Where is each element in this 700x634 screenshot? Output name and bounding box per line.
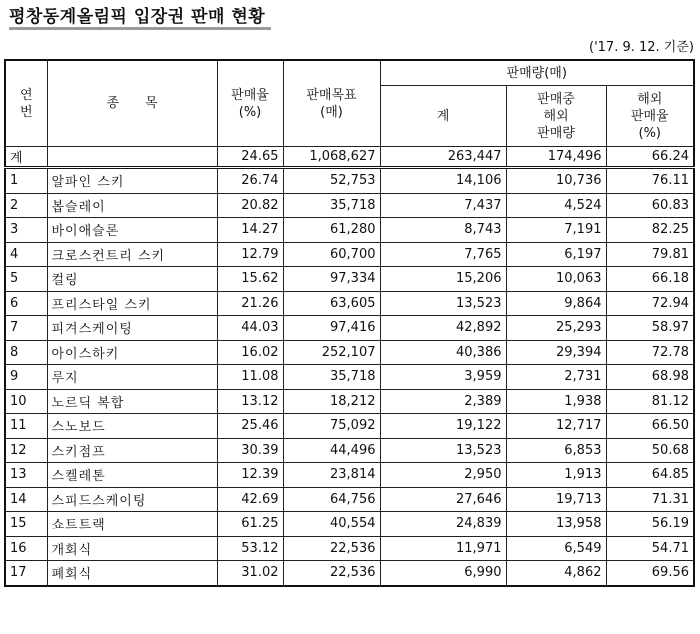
- row-foreign-rate: 72.94: [606, 291, 694, 316]
- row-event-name: 스노보드: [47, 414, 217, 439]
- row-event-name: 컬링: [47, 267, 217, 292]
- basis-date-note: ('17. 9. 12. 기준): [589, 40, 694, 55]
- row-event-name: 크로스컨트리 스키: [47, 242, 217, 267]
- row-index: 15: [5, 512, 47, 537]
- row-event-name: 개회식: [47, 536, 217, 561]
- row-sales-rate: 12.79: [217, 242, 283, 267]
- row-sold-total: 2,389: [380, 389, 506, 414]
- row-index: 2: [5, 193, 47, 218]
- row-event-name: 프리스타일 스키: [47, 291, 217, 316]
- row-sales-rate: 21.26: [217, 291, 283, 316]
- table-row: [5, 536, 694, 561]
- row-event-name: 스키점프: [47, 438, 217, 463]
- total-row: [5, 147, 694, 168]
- row-sold-total: 2,950: [380, 463, 506, 488]
- row-foreign-rate: 76.11: [606, 168, 694, 194]
- row-foreign-rate: 81.12: [606, 389, 694, 414]
- row-sales-rate: 30.39: [217, 438, 283, 463]
- row-event-name: 스피드스케이팅: [47, 487, 217, 512]
- row-event-name: 쇼트트랙: [47, 512, 217, 537]
- row-sales-target: 35,718: [283, 365, 380, 390]
- row-foreign-sold: 6,549: [506, 536, 606, 561]
- row-event-name: 알파인 스키: [47, 168, 217, 194]
- row-sales-target: 252,107: [283, 340, 380, 365]
- table-row: [5, 316, 694, 341]
- row-index: 6: [5, 291, 47, 316]
- row-event-name: 스켈레톤: [47, 463, 217, 488]
- table-row: [5, 218, 694, 243]
- row-event-name: 노르딕 복합: [47, 389, 217, 414]
- row-sold-total: 13,523: [380, 438, 506, 463]
- row-index: 14: [5, 487, 47, 512]
- row-foreign-sold: 9,864: [506, 291, 606, 316]
- row-index: 1: [5, 168, 47, 194]
- row-event-name: 폐회식: [47, 561, 217, 586]
- row-index: 9: [5, 365, 47, 390]
- total-name: [47, 147, 217, 168]
- row-index: 8: [5, 340, 47, 365]
- table-row: [5, 340, 694, 365]
- row-foreign-sold: 6,853: [506, 438, 606, 463]
- title-underline: [9, 27, 271, 30]
- row-event-name: 아이스하키: [47, 340, 217, 365]
- header-index: 연 번: [5, 60, 47, 147]
- row-index: 13: [5, 463, 47, 488]
- row-sales-rate: 31.02: [217, 561, 283, 586]
- row-index: 3: [5, 218, 47, 243]
- header-foreign-rate: 해외 판매율 (%): [606, 86, 694, 147]
- header-sales-rate: 판매율 (%): [217, 60, 283, 147]
- header-foreign-sold: 판매중 해외 판매량: [506, 86, 606, 147]
- header-sold-total: 계: [380, 86, 506, 147]
- table-row: [5, 291, 694, 316]
- table-row: [5, 242, 694, 267]
- row-foreign-sold: 25,293: [506, 316, 606, 341]
- total-sold: 263,447: [380, 147, 506, 168]
- row-foreign-rate: 50.68: [606, 438, 694, 463]
- header-sales-volume: 판매량(매): [380, 60, 694, 86]
- row-sold-total: 13,523: [380, 291, 506, 316]
- row-sold-total: 8,743: [380, 218, 506, 243]
- row-sold-total: 40,386: [380, 340, 506, 365]
- row-sales-rate: 53.12: [217, 536, 283, 561]
- row-foreign-sold: 29,394: [506, 340, 606, 365]
- row-sales-rate: 25.46: [217, 414, 283, 439]
- row-foreign-rate: 54.71: [606, 536, 694, 561]
- row-sales-rate: 16.02: [217, 340, 283, 365]
- row-foreign-sold: 2,731: [506, 365, 606, 390]
- row-foreign-sold: 10,736: [506, 168, 606, 194]
- row-foreign-sold: 13,958: [506, 512, 606, 537]
- row-sales-target: 52,753: [283, 168, 380, 194]
- row-index: 16: [5, 536, 47, 561]
- row-sales-rate: 13.12: [217, 389, 283, 414]
- row-index: 12: [5, 438, 47, 463]
- table-row: [5, 414, 694, 439]
- page-title: 평창동계올림픽 입장권 판매 현황: [9, 7, 266, 27]
- header-sales-target: 판매목표 (매): [283, 60, 380, 147]
- row-sales-target: 22,536: [283, 561, 380, 586]
- row-foreign-rate: 58.97: [606, 316, 694, 341]
- row-foreign-rate: 66.50: [606, 414, 694, 439]
- row-index: 11: [5, 414, 47, 439]
- total-foreign-sold: 174,496: [506, 147, 606, 168]
- total-label: 계: [5, 147, 47, 168]
- row-sales-target: 64,756: [283, 487, 380, 512]
- row-sales-target: 40,554: [283, 512, 380, 537]
- row-foreign-sold: 6,197: [506, 242, 606, 267]
- table-row: [5, 561, 694, 586]
- row-foreign-sold: 12,717: [506, 414, 606, 439]
- row-foreign-sold: 7,191: [506, 218, 606, 243]
- row-foreign-sold: 1,913: [506, 463, 606, 488]
- row-sold-total: 7,437: [380, 193, 506, 218]
- total-foreign-rate: 66.24: [606, 147, 694, 168]
- table-row: [5, 267, 694, 292]
- row-foreign-sold: 1,938: [506, 389, 606, 414]
- row-sales-rate: 11.08: [217, 365, 283, 390]
- row-foreign-sold: 19,713: [506, 487, 606, 512]
- row-event-name: 봅슬레이: [47, 193, 217, 218]
- row-sold-total: 24,839: [380, 512, 506, 537]
- table-row: [5, 487, 694, 512]
- row-sales-rate: 15.62: [217, 267, 283, 292]
- row-index: 5: [5, 267, 47, 292]
- row-foreign-sold: 4,524: [506, 193, 606, 218]
- row-foreign-rate: 60.83: [606, 193, 694, 218]
- table-row: [5, 193, 694, 218]
- row-sold-total: 11,971: [380, 536, 506, 561]
- row-sales-target: 97,334: [283, 267, 380, 292]
- row-sales-target: 44,496: [283, 438, 380, 463]
- row-sales-rate: 42.69: [217, 487, 283, 512]
- table-row: [5, 168, 694, 194]
- row-sold-total: 6,990: [380, 561, 506, 586]
- row-sold-total: 3,959: [380, 365, 506, 390]
- table-row: [5, 365, 694, 390]
- ticket-sales-table: [4, 59, 695, 587]
- row-foreign-rate: 56.19: [606, 512, 694, 537]
- row-index: 7: [5, 316, 47, 341]
- total-rate: 24.65: [217, 147, 283, 168]
- table-row: [5, 389, 694, 414]
- row-event-name: 루지: [47, 365, 217, 390]
- table-row: [5, 512, 694, 537]
- row-event-name: 피겨스케이팅: [47, 316, 217, 341]
- row-sales-target: 18,212: [283, 389, 380, 414]
- row-event-name: 바이애슬론: [47, 218, 217, 243]
- row-sales-rate: 12.39: [217, 463, 283, 488]
- row-sales-rate: 26.74: [217, 168, 283, 194]
- row-foreign-rate: 72.78: [606, 340, 694, 365]
- row-foreign-rate: 69.56: [606, 561, 694, 586]
- row-sold-total: 14,106: [380, 168, 506, 194]
- row-foreign-rate: 82.25: [606, 218, 694, 243]
- row-sales-target: 75,092: [283, 414, 380, 439]
- row-sales-rate: 20.82: [217, 193, 283, 218]
- row-foreign-rate: 64.85: [606, 463, 694, 488]
- row-sales-target: 35,718: [283, 193, 380, 218]
- header-event: 종 목: [47, 60, 217, 147]
- row-index: 17: [5, 561, 47, 586]
- row-foreign-rate: 68.98: [606, 365, 694, 390]
- row-sold-total: 7,765: [380, 242, 506, 267]
- row-sales-rate: 44.03: [217, 316, 283, 341]
- row-foreign-sold: 4,862: [506, 561, 606, 586]
- row-sold-total: 15,206: [380, 267, 506, 292]
- row-sales-rate: 14.27: [217, 218, 283, 243]
- table-row: [5, 438, 694, 463]
- row-sales-target: 97,416: [283, 316, 380, 341]
- row-sold-total: 42,892: [380, 316, 506, 341]
- row-foreign-rate: 71.31: [606, 487, 694, 512]
- total-target: 1,068,627: [283, 147, 380, 168]
- row-sales-target: 22,536: [283, 536, 380, 561]
- row-foreign-sold: 10,063: [506, 267, 606, 292]
- row-sales-target: 63,605: [283, 291, 380, 316]
- row-sales-rate: 61.25: [217, 512, 283, 537]
- table-row: [5, 463, 694, 488]
- row-sales-target: 61,280: [283, 218, 380, 243]
- row-sales-target: 60,700: [283, 242, 380, 267]
- row-index: 4: [5, 242, 47, 267]
- row-index: 10: [5, 389, 47, 414]
- row-sold-total: 19,122: [380, 414, 506, 439]
- row-sold-total: 27,646: [380, 487, 506, 512]
- row-foreign-rate: 66.18: [606, 267, 694, 292]
- row-foreign-rate: 79.81: [606, 242, 694, 267]
- row-sales-target: 23,814: [283, 463, 380, 488]
